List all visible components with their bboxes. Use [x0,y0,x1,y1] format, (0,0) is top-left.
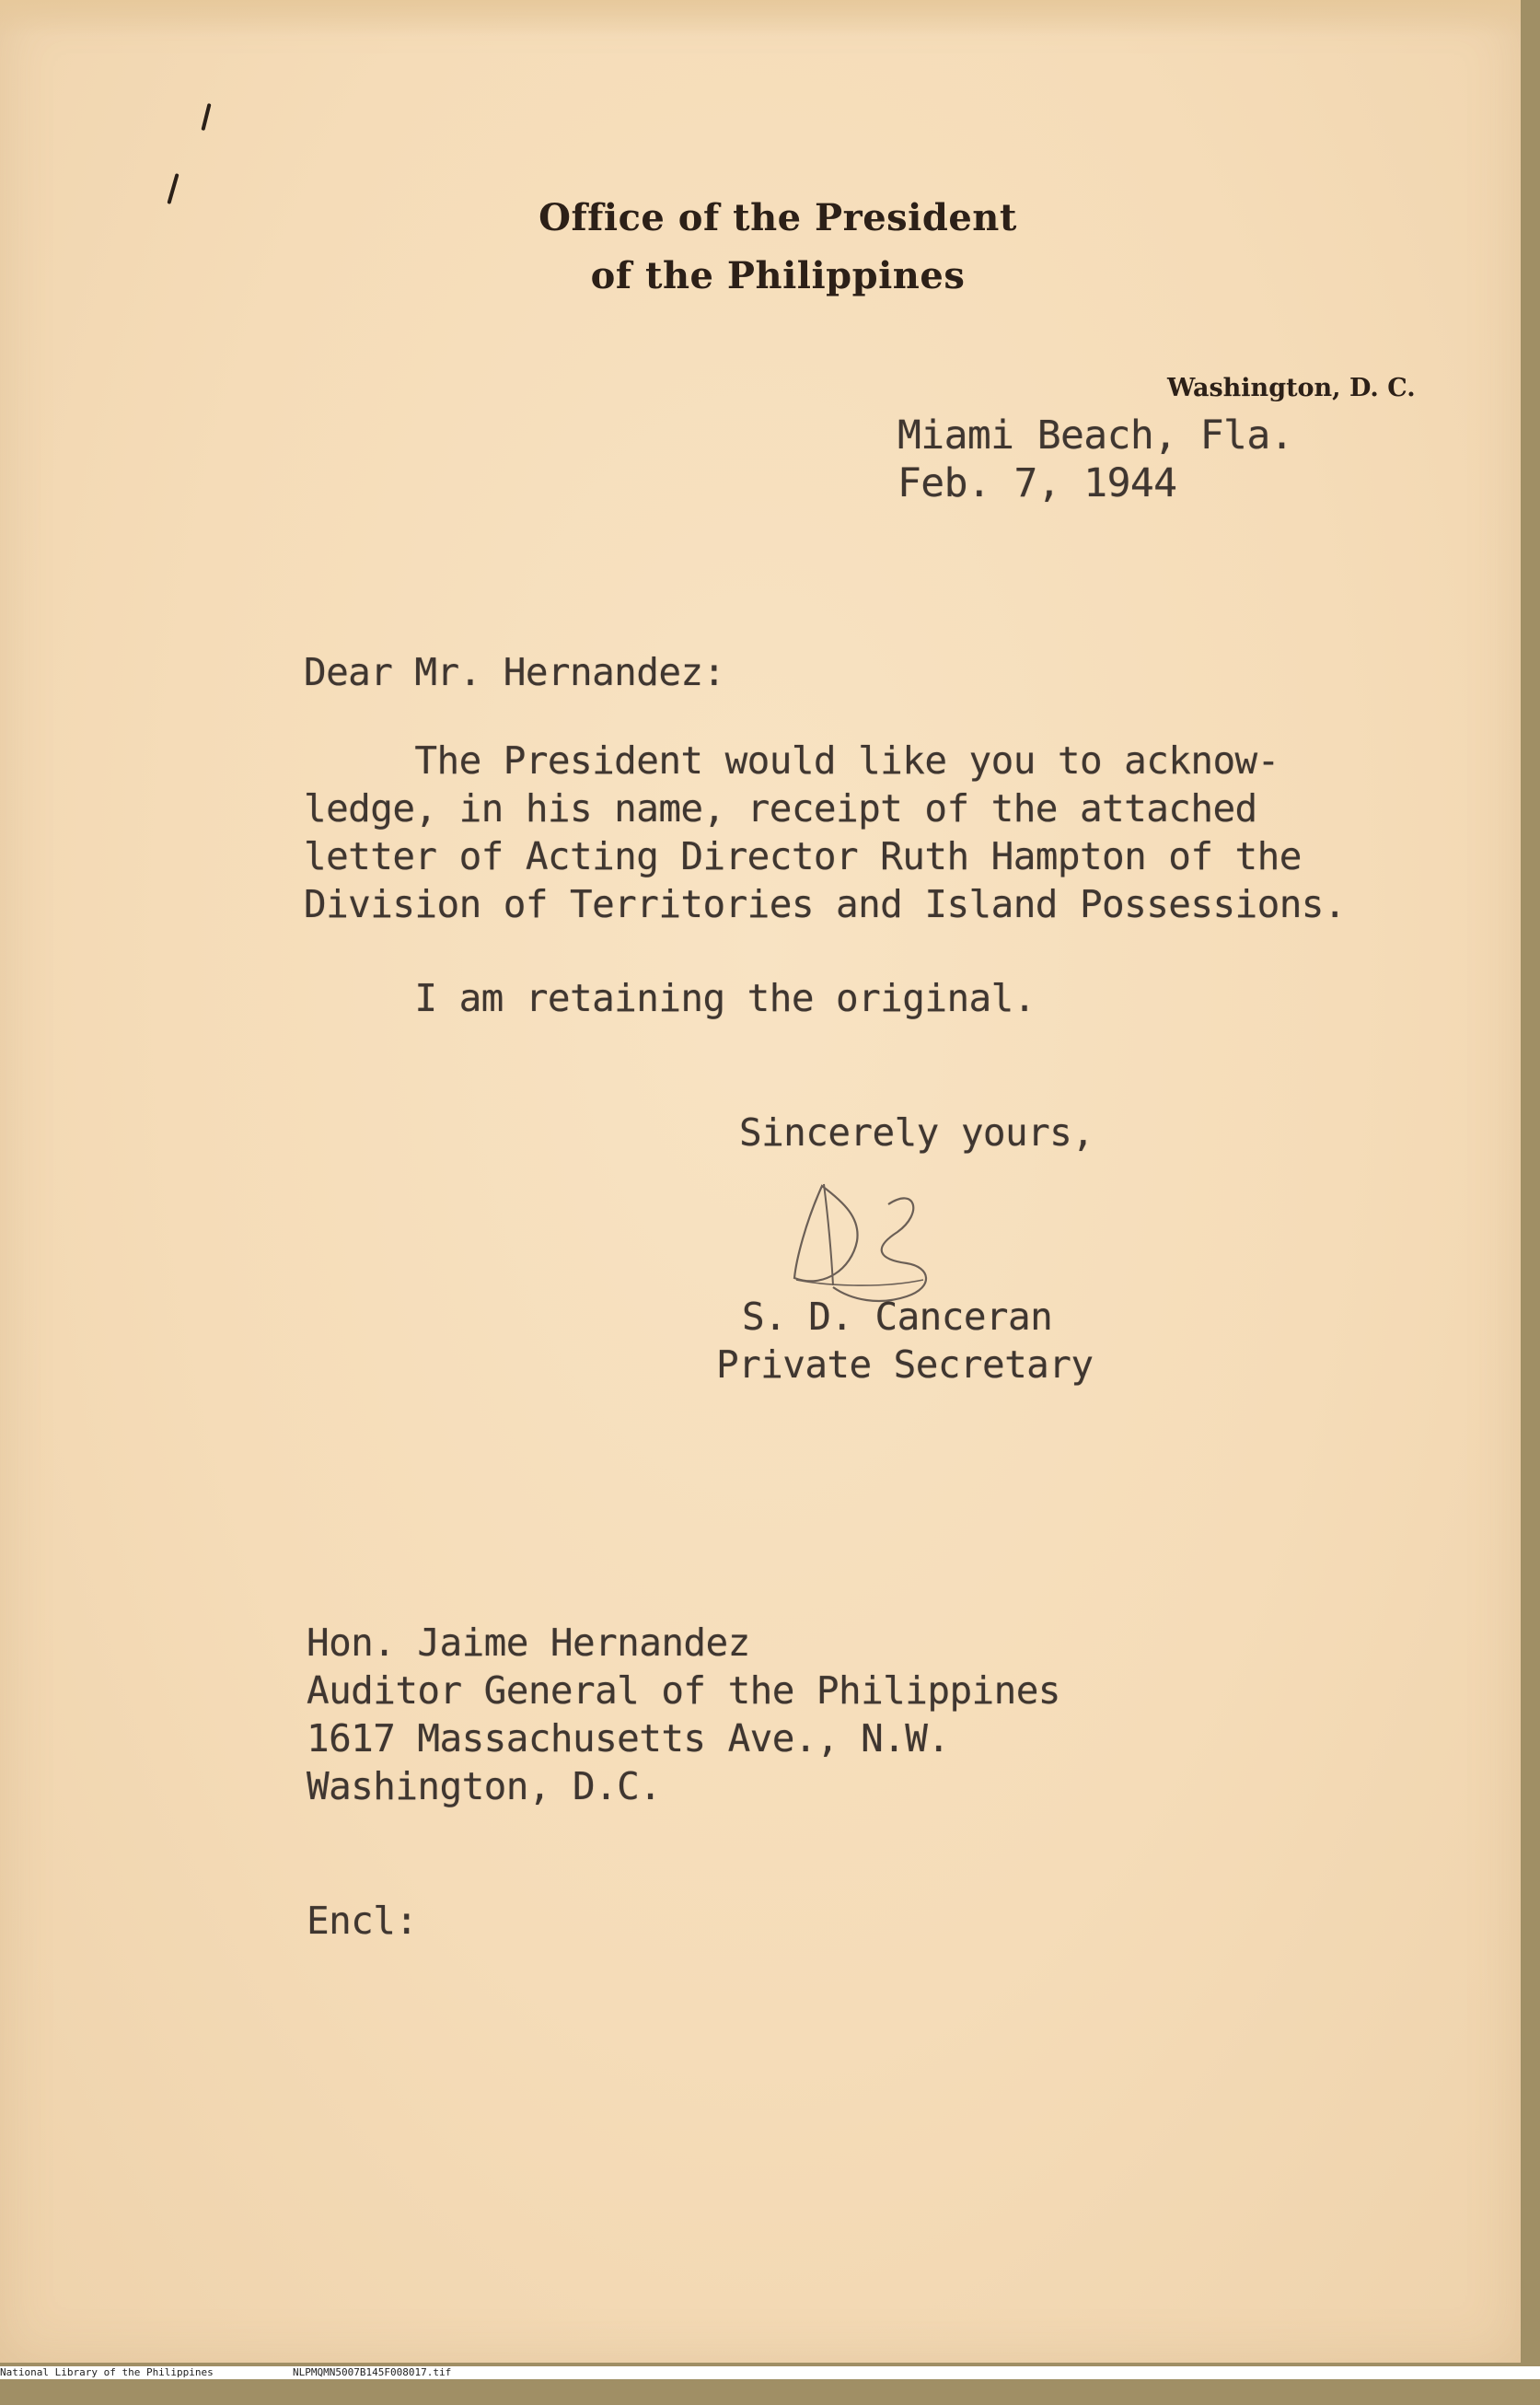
recipient-line: Auditor General of the Philippines [307,1668,1060,1713]
body-line: letter of Acting Director Ruth Hampton of the [304,834,1302,878]
salutation: Dear Mr. Hernandez: [304,650,725,694]
paper-stain [0,0,1521,37]
recipient-line: Washington, D.C. [307,1764,662,1808]
letterhead-title: Office of the President [538,196,1017,239]
enclosure-note: Encl: [307,1899,418,1943]
letterhead-subtitle: of the Philippines [590,254,966,297]
signer-title: Private Secretary [716,1342,1094,1387]
footer-filename: NLPMQMN5007B145F008017.tif [293,2366,452,2378]
dateline-date: Feb. 7, 1944 [897,460,1177,506]
valediction: Sincerely yours, [739,1110,1094,1155]
body-paragraph-2: I am retaining the original. [304,976,1036,1020]
letterhead-place: Washington, D. C. [1167,374,1416,402]
scan-footer [0,2366,1540,2379]
recipient-line: Hon. Jaime Hernandez [307,1621,750,1665]
handwritten-signature [769,1168,953,1315]
dateline-place: Miami Beach, Fla. [897,412,1293,459]
body-line: ledge, in his name, receipt of the attached [304,786,1257,831]
recipient-line: 1617 Massachusetts Ave., N.W. [307,1716,950,1760]
signer-name: S. D. Canceran [742,1295,1053,1339]
body-line: The President would like you to acknow- [304,738,1279,783]
footer-source: National Library of the Philippines [0,2366,214,2378]
body-line: Division of Territories and Island Possessions. [304,882,1346,926]
margin-ink-mark [201,103,211,131]
